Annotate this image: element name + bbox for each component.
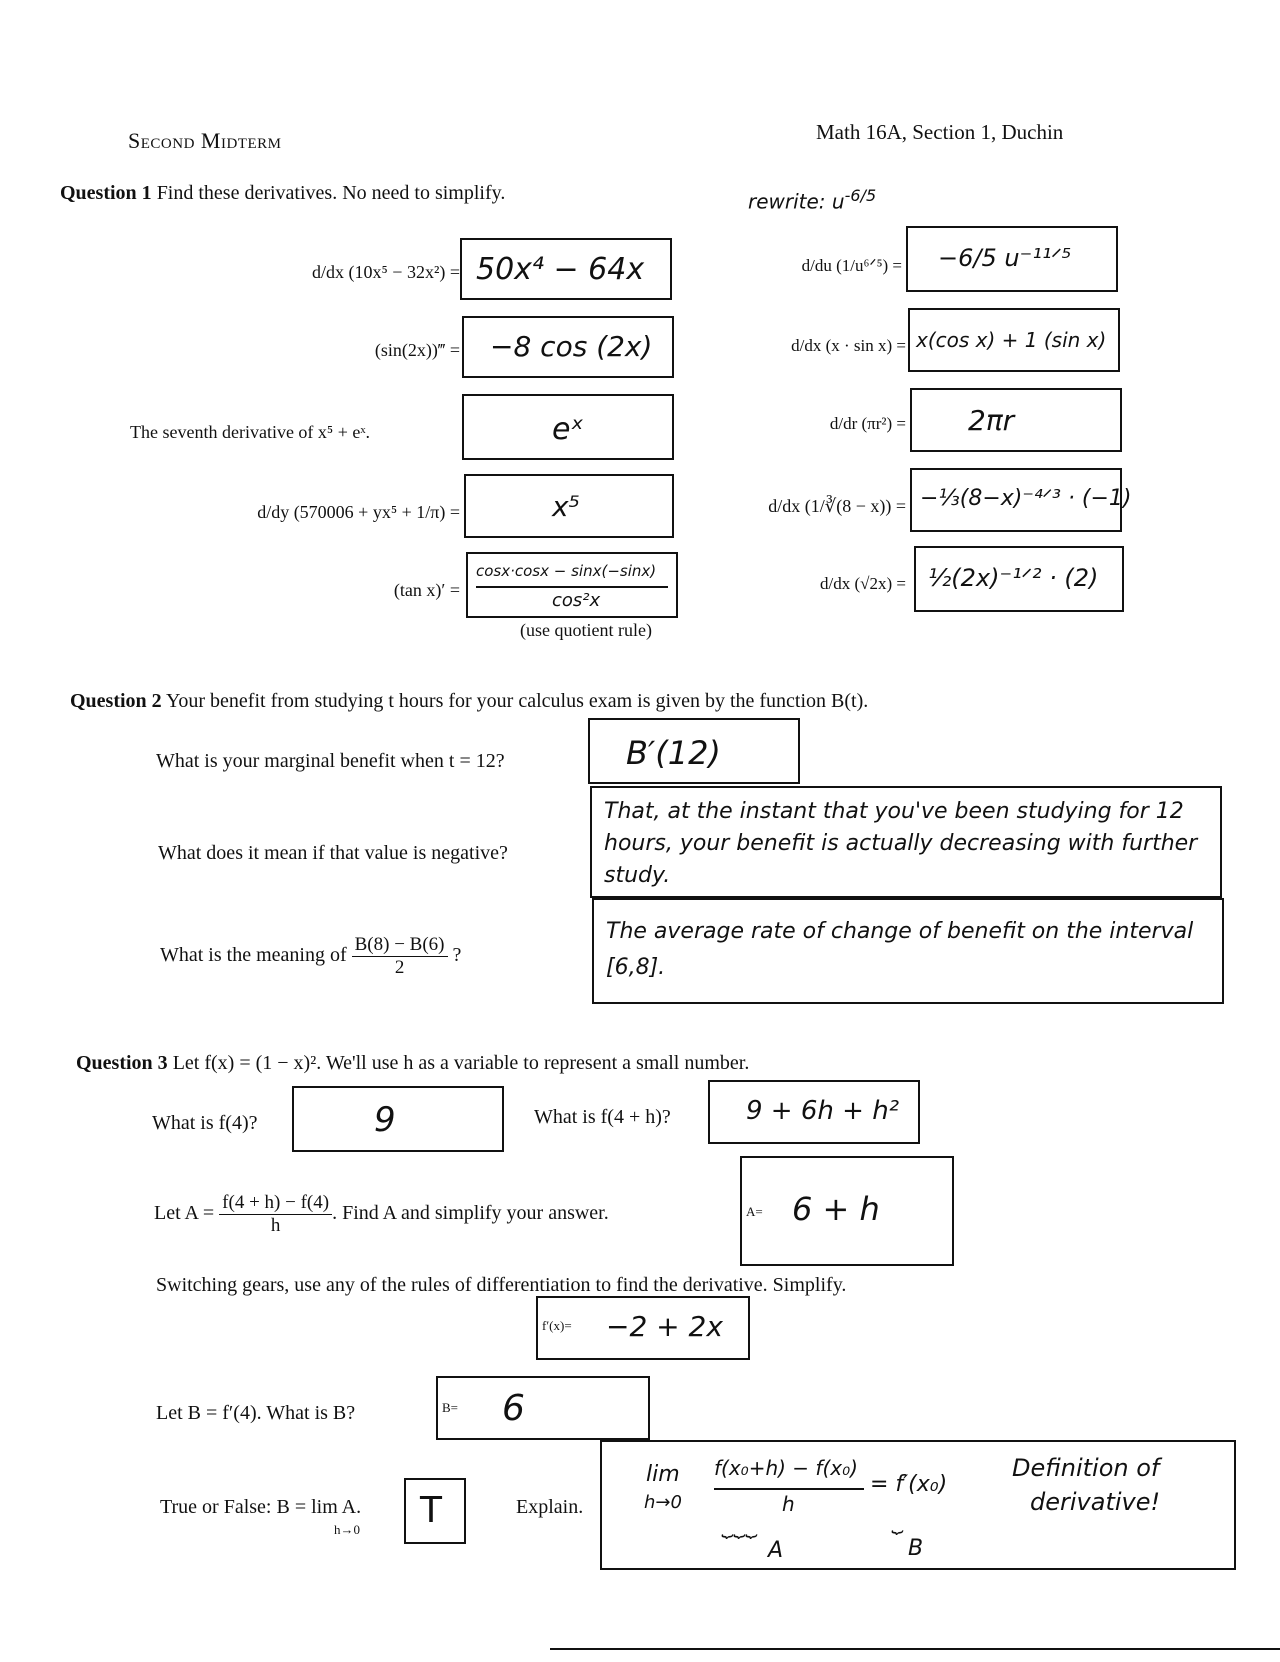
q1-right-answer-4: −⅓(8−x)⁻⁴ᐟ³ · (−1) <box>920 486 1132 511</box>
q3-f4-question: What is f(4)? <box>152 1112 258 1134</box>
q3-B-answer: 6 <box>502 1388 525 1429</box>
q3-fprime-answer-box <box>536 1296 750 1360</box>
q3-explain-eq: = f′(x₀) <box>870 1472 948 1497</box>
q3-A-answer: 6 + h <box>792 1190 880 1228</box>
q3-A-definition: Let A = $\frac{f(4 + h) - f(4)}{h}$ . Find A and simplify your answer. <box>154 1192 609 1236</box>
q1-left-expr-1: d/dx (10x⁵ − 32x²) = <box>312 262 460 282</box>
q3-fprime-label: f′(x)= <box>542 1318 572 1333</box>
q2-question-2: What does it mean if that value is negative? <box>158 842 508 864</box>
page-bottom-rule <box>550 1648 1280 1650</box>
q3-explain-lim-sub: h→0 <box>644 1492 682 1513</box>
q2-heading <box>70 690 868 713</box>
q2-question-1: What is your marginal benefit when t = 12? <box>156 750 505 772</box>
q1-right-answer-box-2 <box>908 308 1120 372</box>
q1-left-expr-5: (tan x)′ = <box>393 580 460 600</box>
q1-right-answer-box-3 <box>910 388 1122 452</box>
q3-explain-box <box>600 1440 1236 1570</box>
q1-left-answer-1: 50x⁴ − 64x <box>476 252 645 287</box>
q1-prompt: Find these derivatives. No need to simplify. <box>156 182 506 204</box>
q1-left-answer-3: eˣ <box>552 412 584 447</box>
q3-true-false-answer-box <box>404 1478 466 1544</box>
q1-right-expr-1: d/du (1/u⁶ᐟ⁵) = <box>801 256 902 275</box>
q2-answer-1: B′(12) <box>626 734 721 772</box>
q3-B-answer-box <box>436 1376 650 1440</box>
q1-right-expr-4: d/dx (1/∛(8 − x)) = <box>768 496 906 516</box>
q3-explain-lim: lim <box>646 1462 680 1487</box>
q1-right-answer-2: x(cos x) + 1 (sin x) <box>916 328 1107 352</box>
q2-answer-box-1 <box>588 718 800 784</box>
q1-label: Question 1 <box>60 182 152 204</box>
q3-explain-num: f(x₀+h) − f(x₀) <box>714 1456 858 1480</box>
q3-f4h-answer-box <box>708 1080 920 1144</box>
q1-right-answer-5: ½(2x)⁻¹ᐟ² · (2) <box>928 564 1099 592</box>
q1-left-answer-box-2 <box>462 316 674 378</box>
q1-right-expr-5: d/dx (√2x) = <box>820 574 906 593</box>
q3-prompt: Let f(x) = (1 − x)². We'll use h as a variable to represent a small number. <box>172 1052 750 1074</box>
q1-right-expr-3: d/dr (πr²) = <box>829 414 906 433</box>
q2-prompt: Your benefit from studying t hours for your calculus exam is given by the function B(t). <box>165 690 869 712</box>
q1-heading <box>60 182 505 205</box>
q3-switch-gears: Switching gears, use any of the rules of differentiation to find the derivative. Simplify. <box>156 1274 847 1296</box>
q1-right-answer-box-1 <box>906 226 1118 292</box>
q3-fprime-answer: −2 + 2x <box>606 1310 723 1343</box>
q1-left-answer-box-4 <box>464 474 674 538</box>
q1-left-answer-box-3 <box>462 394 674 460</box>
q2-fraction: $\frac{B(8) - B(6)}{2}$ <box>352 934 448 979</box>
q3-A-fraction: $\frac{f(4 + h) - f(4)}{h}$ <box>219 1192 332 1237</box>
q1-right-expr-2: d/dx (x · sin x) = <box>791 336 906 355</box>
q3-label: Question 3 <box>76 1052 168 1074</box>
q1-left-answer-5-num: cosx·cosx − sinx(−sinx) <box>476 562 657 580</box>
q3-A-answer-box <box>740 1156 954 1266</box>
q3-B-box-label: B= <box>442 1400 459 1415</box>
q1-left-answer-4: x⁵ <box>552 490 580 523</box>
q1-left-expr-3: The seventh derivative of x⁵ + eˣ. <box>130 422 371 442</box>
q1-left-expr-2: (sin(2x))‴ = <box>374 340 460 360</box>
q3-explain-B: B <box>908 1536 924 1561</box>
q2-answer-box-2 <box>590 786 1222 898</box>
q1-right-answer-box-4 <box>910 468 1132 532</box>
q3-explain-brace-b: ⏟ <box>892 1510 904 1534</box>
q3-explain-den: h <box>782 1492 795 1516</box>
q3-explain-brace-a: ⏟⏟⏟ <box>722 1514 758 1538</box>
q2-question-3: What is the meaning of $\frac{B(8) - B(6)}{2}$ ? <box>160 934 462 978</box>
q1-left-answer-box-1 <box>460 238 672 300</box>
q1-left-answer-box-5 <box>466 552 678 618</box>
q3-heading <box>76 1052 749 1075</box>
q1-right-answer-3: 2πr <box>968 404 1015 437</box>
q3-explain-note-1: Definition of <box>1012 1454 1160 1482</box>
q3-f4h-answer: 9 + 6h + h² <box>746 1096 900 1126</box>
q3-explain-A: A <box>768 1538 784 1563</box>
q1-margin-note: rewrite: $u^{-6/5}$ <box>748 186 877 214</box>
course-info: Math 16A, Section 1, Duchin <box>816 120 1064 144</box>
q3-B-question: Let B = f′(4). What is B? <box>156 1402 356 1424</box>
q3-true-false-sub: h→0 <box>334 1522 360 1537</box>
q1-left-answer-2: −8 cos (2x) <box>490 330 653 363</box>
q2-answer-2: That, at the instant that you've been studying for 12 hours, your benefit is actually decreasing with further study. <box>604 799 1198 888</box>
q2-answer-box-3 <box>592 898 1224 1004</box>
q1-left-answer-5-den: cos²x <box>552 590 601 611</box>
q3-true-false-answer: T <box>420 1490 442 1531</box>
q1-right-answer-box-5 <box>914 546 1124 612</box>
q1-left-note: (use quotient rule) <box>520 620 652 640</box>
q3-f4-answer-box <box>292 1086 504 1152</box>
q3-true-false-question: True or False: B = lim A. <box>160 1496 362 1518</box>
q2-answer-3: The average rate of change of benefit on the interval [6,8]. <box>606 919 1194 980</box>
q3-A-box-label: A= <box>746 1204 763 1219</box>
q1-left-expr-4: d/dy (570006 + yx⁵ + 1/π) = <box>257 502 460 522</box>
q3-explain-note-2: derivative! <box>1030 1488 1161 1516</box>
q3-explain-label: Explain. <box>516 1496 584 1518</box>
q2-label: Question 2 <box>70 690 162 712</box>
exam-title: Second Midterm <box>128 128 282 153</box>
q1-right-answer-1: −6/5 u⁻¹¹ᐟ⁵ <box>938 244 1072 272</box>
q3-f4-answer: 9 <box>374 1100 396 1140</box>
q3-f4h-question: What is f(4 + h)? <box>534 1106 671 1128</box>
